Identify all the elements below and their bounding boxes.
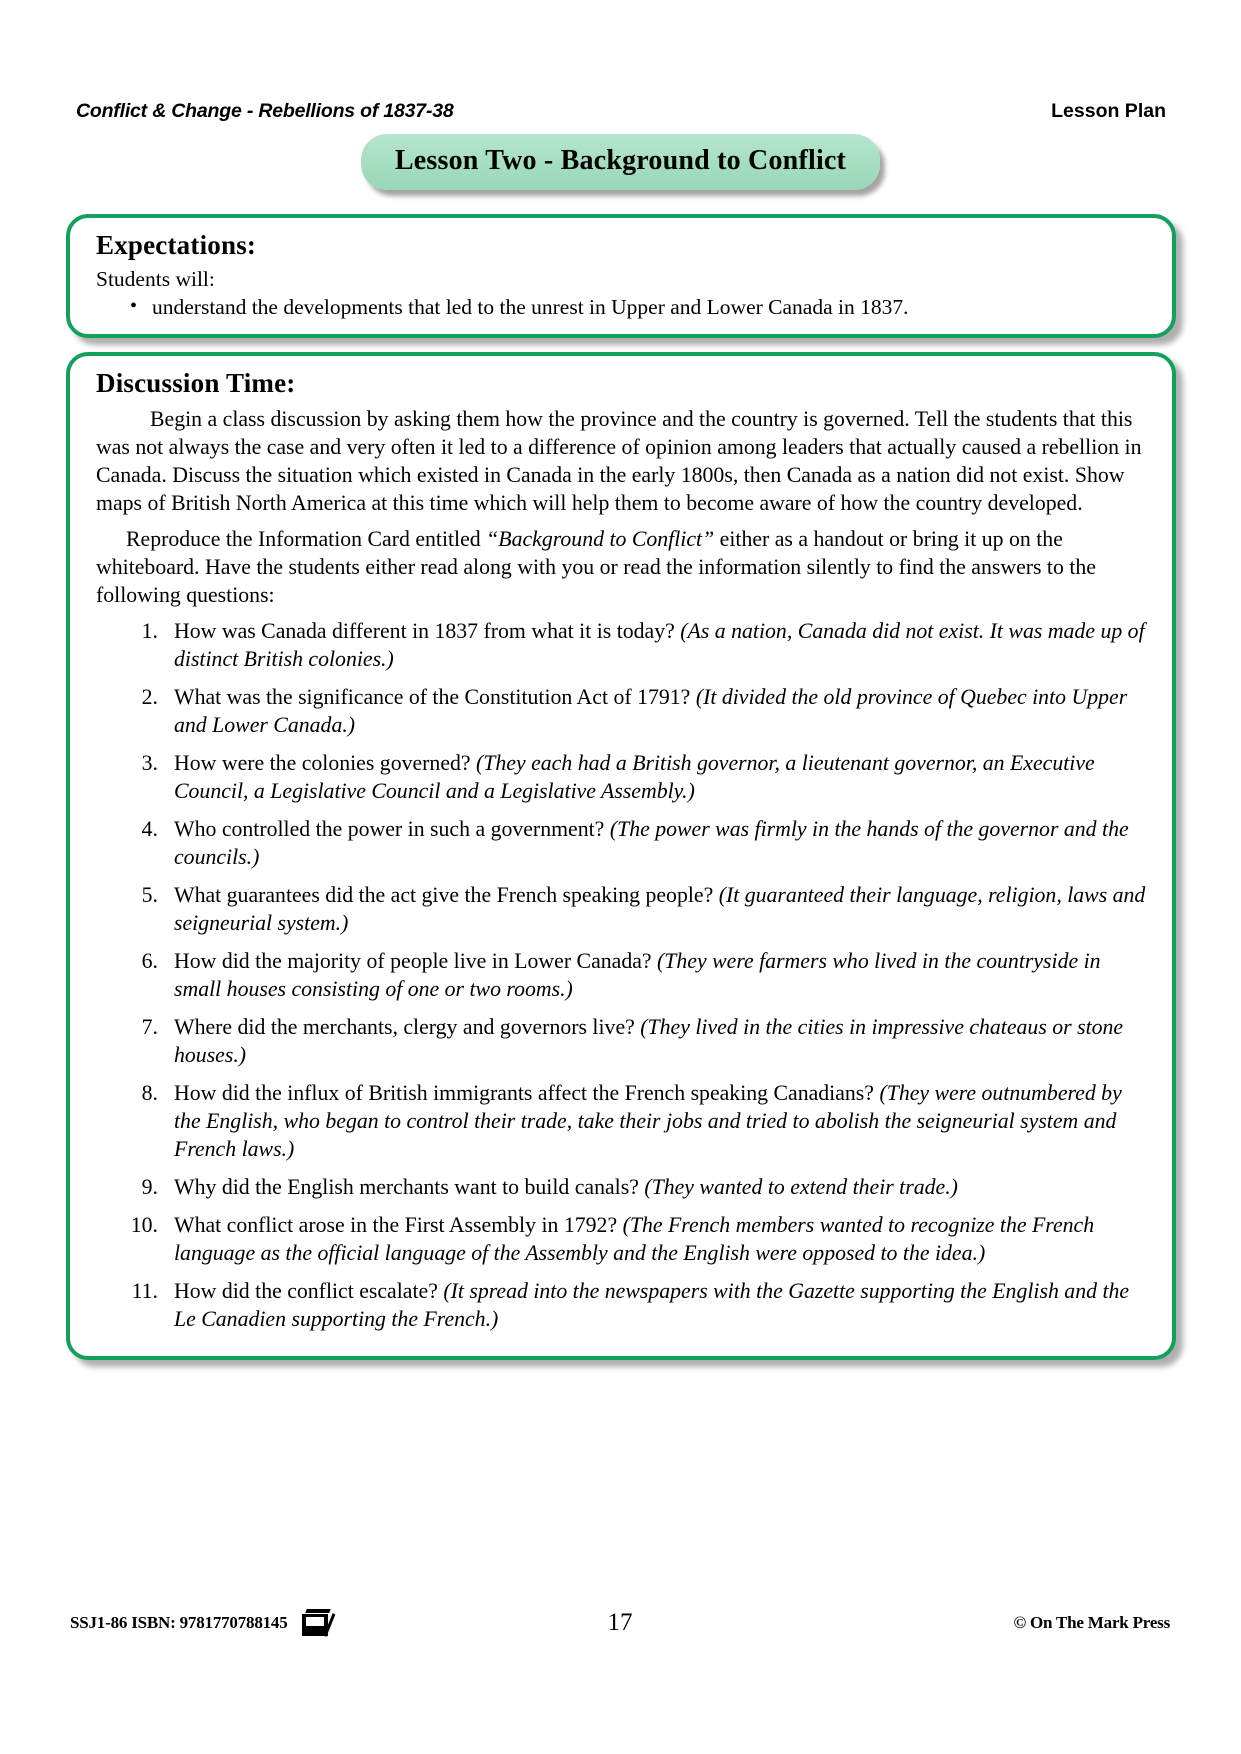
- lesson-title-banner: [0, 134, 1241, 190]
- question-item: [96, 947, 1146, 1003]
- expectations-lead: Students will:: [96, 267, 215, 291]
- question-item: [96, 683, 1146, 739]
- question-number: 1.: [141, 619, 158, 643]
- question-answer: (It spread into the newspapers with the Gazette supporting the English and the Le Canadien supporting the French.): [174, 1279, 1130, 1331]
- question-number: 6.: [141, 949, 158, 973]
- expectations-list: [96, 294, 1146, 322]
- question-answer: (It divided the old province of Quebec into Upper and Lower Canada.): [174, 685, 1128, 737]
- question-text: What guarantees did the act give the French speaking people?: [174, 883, 714, 907]
- question-answer: (They were outnumbered by the English, who began to control their trade, take their jobs and tried to abolish the seigneurial system and French laws.): [174, 1081, 1122, 1161]
- header-book-title: Conflict & Change - Rebellions of 1837-38: [76, 100, 454, 122]
- question-answer: (The power was firmly in the hands of the governor and the councils.): [174, 817, 1129, 869]
- question-item: [96, 1079, 1146, 1163]
- question-number: 2.: [141, 685, 158, 709]
- question-answer: (They were farmers who lived in the countryside in small houses consisting of one or two rooms.): [174, 949, 1101, 1001]
- question-number: 5.: [141, 883, 158, 907]
- question-text: Who controlled the power in such a government?: [174, 817, 605, 841]
- question-item: [96, 749, 1146, 805]
- question-number: 9.: [141, 1175, 158, 1199]
- question-text: How were the colonies governed?: [174, 751, 471, 775]
- question-text: How did the conflict escalate?: [174, 1279, 438, 1303]
- footer-isbn-text: SSJ1-86 ISBN: 9781770788145: [70, 1613, 288, 1632]
- question-item: [96, 1277, 1146, 1333]
- question-number: 3.: [141, 751, 158, 775]
- question-answer: (As a nation, Canada did not exist. It was made up of distinct British colonies.): [174, 619, 1145, 671]
- question-text: How did the majority of people live in Lower Canada?: [174, 949, 652, 973]
- question-text: What was the significance of the Constitution Act of 1791?: [174, 685, 691, 709]
- lesson-title-pill: [361, 134, 880, 190]
- question-number: 11.: [131, 1279, 158, 1303]
- question-number: 8.: [141, 1081, 158, 1105]
- page-footer: [70, 1608, 1170, 1638]
- discussion-heading: Discussion Time:: [96, 368, 296, 398]
- question-item: [96, 1211, 1146, 1267]
- expectations-box: [66, 214, 1176, 338]
- paragraph-2-post: either as a handout or bring it up on the whiteboard. Have the students either read along with you or read the information silently to find the answers to the following questions:: [96, 527, 1096, 607]
- question-item: [96, 1173, 1146, 1201]
- question-item: [96, 815, 1146, 871]
- question-item: [96, 617, 1146, 673]
- question-answer: (They lived in the cities in impressive chateaus or stone houses.): [174, 1015, 1124, 1067]
- discussion-paragraph-1: Begin a class discussion by asking them how the province and the country is governed. Tell the students that this was not always the case and very often it led to a difference of opinion among leaders that actually caused a rebellion in Canada. Discuss the situation which existed in Canada in the early 1800s, then Canada as a nation did not exist. Show maps of British North America at this time which will help them to become aware of how the country developed.: [96, 407, 1142, 515]
- question-text: What conflict arose in the First Assembly in 1792?: [174, 1213, 618, 1237]
- question-number: 10.: [130, 1213, 158, 1237]
- lesson-title-text: Lesson Two - Background to Conflict: [394, 145, 847, 176]
- header-section-label: Lesson Plan: [1051, 100, 1166, 122]
- question-answer: (They wanted to extend their trade.): [644, 1175, 958, 1199]
- question-text: Why did the English merchants want to build canals?: [174, 1175, 639, 1199]
- footer-copyright: © On The Mark Press: [1013, 1613, 1170, 1632]
- question-answer: (The French members wanted to recognize the French language as the official language of the Assembly and the English were opposed to the idea.): [174, 1213, 1095, 1265]
- expectations-heading: Expectations:: [96, 230, 257, 260]
- question-text: How was Canada different in 1837 from what it is today?: [174, 619, 675, 643]
- list-item: • understand the developments that led to the unrest in Upper and Lower Canada in 1837.: [152, 294, 1146, 322]
- discussion-paragraph-2: [96, 525, 1146, 609]
- question-answer: (They each had a British governor, a lieutenant governor, an Executive Council, a Legislative Council and a Legislative Assembly.): [174, 751, 1095, 803]
- question-answer: (It guaranteed their language, religion, laws and seigneurial system.): [174, 883, 1146, 935]
- question-text: Where did the merchants, clergy and governors live?: [174, 1015, 635, 1039]
- discussion-time-box: [66, 352, 1176, 1360]
- question-item: [96, 881, 1146, 937]
- paragraph-2-pre: Reproduce the Information Card entitled: [126, 527, 487, 551]
- question-number: 7.: [141, 1015, 158, 1039]
- question-item: [96, 1013, 1146, 1069]
- page-header: [76, 100, 1166, 123]
- questions-list: [96, 617, 1146, 1333]
- question-number: 4.: [141, 817, 158, 841]
- question-text: How did the influx of British immigrants affect the French speaking Canadians?: [174, 1081, 874, 1105]
- page-number: 17: [607, 1609, 633, 1636]
- information-card-title: “Background to Conflict”: [486, 527, 715, 551]
